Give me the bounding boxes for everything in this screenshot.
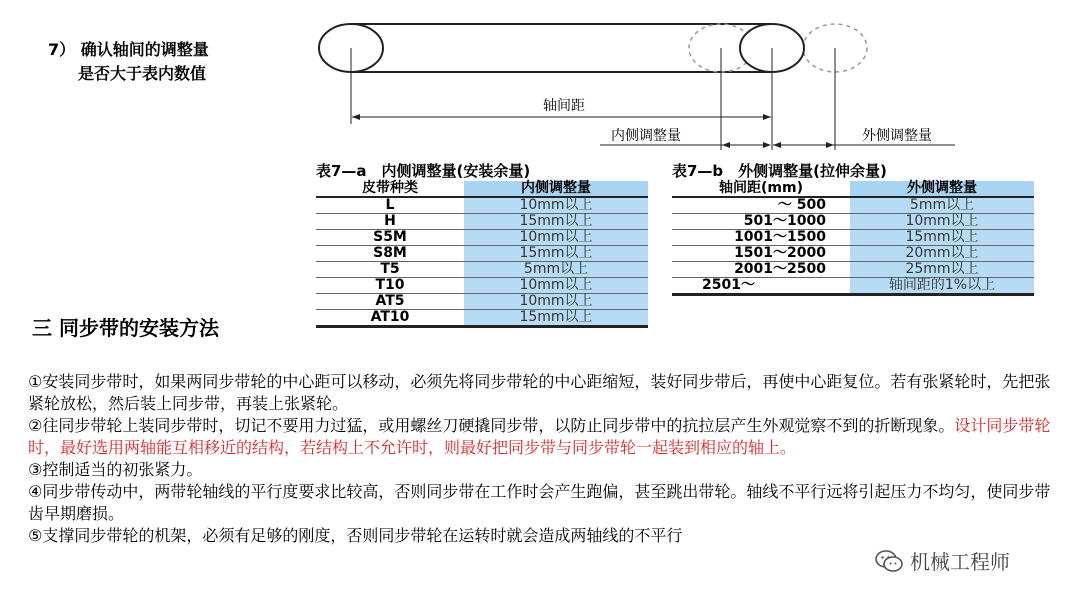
- adjust-value-cell: 10mm以上: [850, 214, 1034, 230]
- distance-cell: 1501～2000: [672, 246, 850, 262]
- table-b-header-distance: 轴间距(mm): [672, 181, 850, 197]
- section-title: 三 同步带的安装方法: [32, 316, 219, 340]
- adjust-value-cell: 10mm以上: [464, 230, 648, 246]
- belt-type-cell: H: [316, 214, 464, 230]
- table-b-title: 表7—b 外侧调整量(拉伸余量): [672, 162, 887, 180]
- outer-adjust-table: [672, 181, 1034, 296]
- table-row: [672, 230, 1034, 246]
- table-row: [672, 262, 1034, 278]
- adjust-value-cell: 轴间距的1%以上: [850, 278, 1034, 295]
- paragraph-2-highlight: 设计同步带轮时，最好选用两轴能互相移近的结构，若结构上不允许时，则最好把同步带与同步带轮一起装到相应的轴上。: [28, 416, 1051, 457]
- distance-cell: 501～1000: [672, 214, 850, 230]
- distance-cell: 1001～1500: [672, 230, 850, 246]
- outer-arrow-left: [773, 142, 781, 148]
- adjust-value-cell: 25mm以上: [850, 262, 1034, 278]
- table-row: [316, 214, 648, 230]
- inner-arrow-left: [722, 142, 730, 148]
- table-row: [316, 230, 648, 246]
- distance-cell: 2501～: [672, 278, 850, 295]
- outer-adjust-label: 外侧调整量: [862, 128, 932, 144]
- inner-adjust-label: 内侧调整量: [611, 128, 681, 144]
- table-b-header-outer: 外侧调整量: [850, 181, 1034, 197]
- wechat-icon: [874, 549, 904, 573]
- table-a-header-inner: 内侧调整量: [464, 181, 648, 197]
- table-row: [672, 214, 1034, 230]
- outer-arrow-right: [826, 142, 834, 148]
- table-row: [672, 246, 1034, 262]
- arrow-head-right: [763, 114, 771, 120]
- paragraph-2: [28, 415, 1058, 459]
- table-a-header-type: 皮带种类: [316, 181, 464, 197]
- table-row: [316, 278, 648, 294]
- adjust-value-cell: 5mm以上: [850, 197, 1034, 214]
- belt-type-cell: AT10: [316, 310, 464, 327]
- paragraph-2-text: ②往同步带轮上装同步带时，切记不要用力过猛，或用螺丝刀硬撬同步带，以防止同步带中的抗拉层产生外观觉察不到的折断现象。: [28, 416, 955, 435]
- table-row: [316, 262, 648, 278]
- belt-type-cell: S5M: [316, 230, 464, 246]
- distance-cell: ～ 500: [672, 197, 850, 214]
- watermark: [874, 546, 1010, 575]
- table-row: [316, 246, 648, 262]
- belt-diagram: [0, 0, 1080, 160]
- adjust-value-cell: 15mm以上: [464, 246, 648, 262]
- watermark-text: 机械工程师: [910, 550, 1010, 574]
- adjust-value-cell: 5mm以上: [464, 262, 648, 278]
- belt-type-cell: AT5: [316, 294, 464, 310]
- distance-cell: 2001～2500: [672, 262, 850, 278]
- belt-type-cell: L: [316, 197, 464, 214]
- inner-adjust-table: [316, 181, 648, 328]
- adjust-value-cell: 10mm以上: [464, 278, 648, 294]
- adjust-value-cell: 10mm以上: [464, 197, 648, 214]
- paragraph-4: ④同步带传动中，两带轮轴线的平行度要求比较高，否则同步带在工作时会产生跑偏，甚至跳出带轮。轴线不平行远将引起压力不均匀，使同步带齿早期磨损。: [28, 482, 1051, 523]
- center-distance-label: 轴间距: [543, 98, 585, 114]
- table-row: [672, 278, 1034, 295]
- inner-arrow-right: [763, 142, 771, 148]
- adjust-value-cell: 15mm以上: [464, 214, 648, 230]
- arrow-head-left: [352, 114, 360, 120]
- adjust-value-cell: 10mm以上: [464, 294, 648, 310]
- paragraph-5: ⑤支撑同步带轮的机架，必须有足够的刚度，否则同步带轮在运转时就会造成两轴线的不平行: [28, 526, 683, 545]
- paragraph-1: ①安装同步带时，如果两同步带轮的中心距可以移动，必须先将同步带轮的中心距缩短，装好同步带后，再使中心距复位。若有张紧轮时，先把张紧轮放松，然后装上同步带，再装上张紧轮。: [28, 372, 1051, 413]
- adjust-value-cell: 15mm以上: [464, 310, 648, 327]
- table-row: [316, 197, 648, 214]
- step-line-2: 是否大于表内数值: [78, 64, 207, 83]
- adjust-value-cell: 15mm以上: [850, 230, 1034, 246]
- belt-type-cell: S8M: [316, 246, 464, 262]
- table-row: [316, 294, 648, 310]
- step-line-1: 7） 确认轴间的调整量: [48, 40, 209, 59]
- table-a-title: 表7—a 内侧调整量(安装余量): [316, 162, 531, 180]
- table-row: [316, 310, 648, 327]
- belt-type-cell: T5: [316, 262, 464, 278]
- belt-type-cell: T10: [316, 278, 464, 294]
- install-method-text: [28, 371, 1058, 547]
- paragraph-3: ③控制适当的初张紧力。: [28, 460, 203, 479]
- table-row: [672, 197, 1034, 214]
- adjust-value-cell: 20mm以上: [850, 246, 1034, 262]
